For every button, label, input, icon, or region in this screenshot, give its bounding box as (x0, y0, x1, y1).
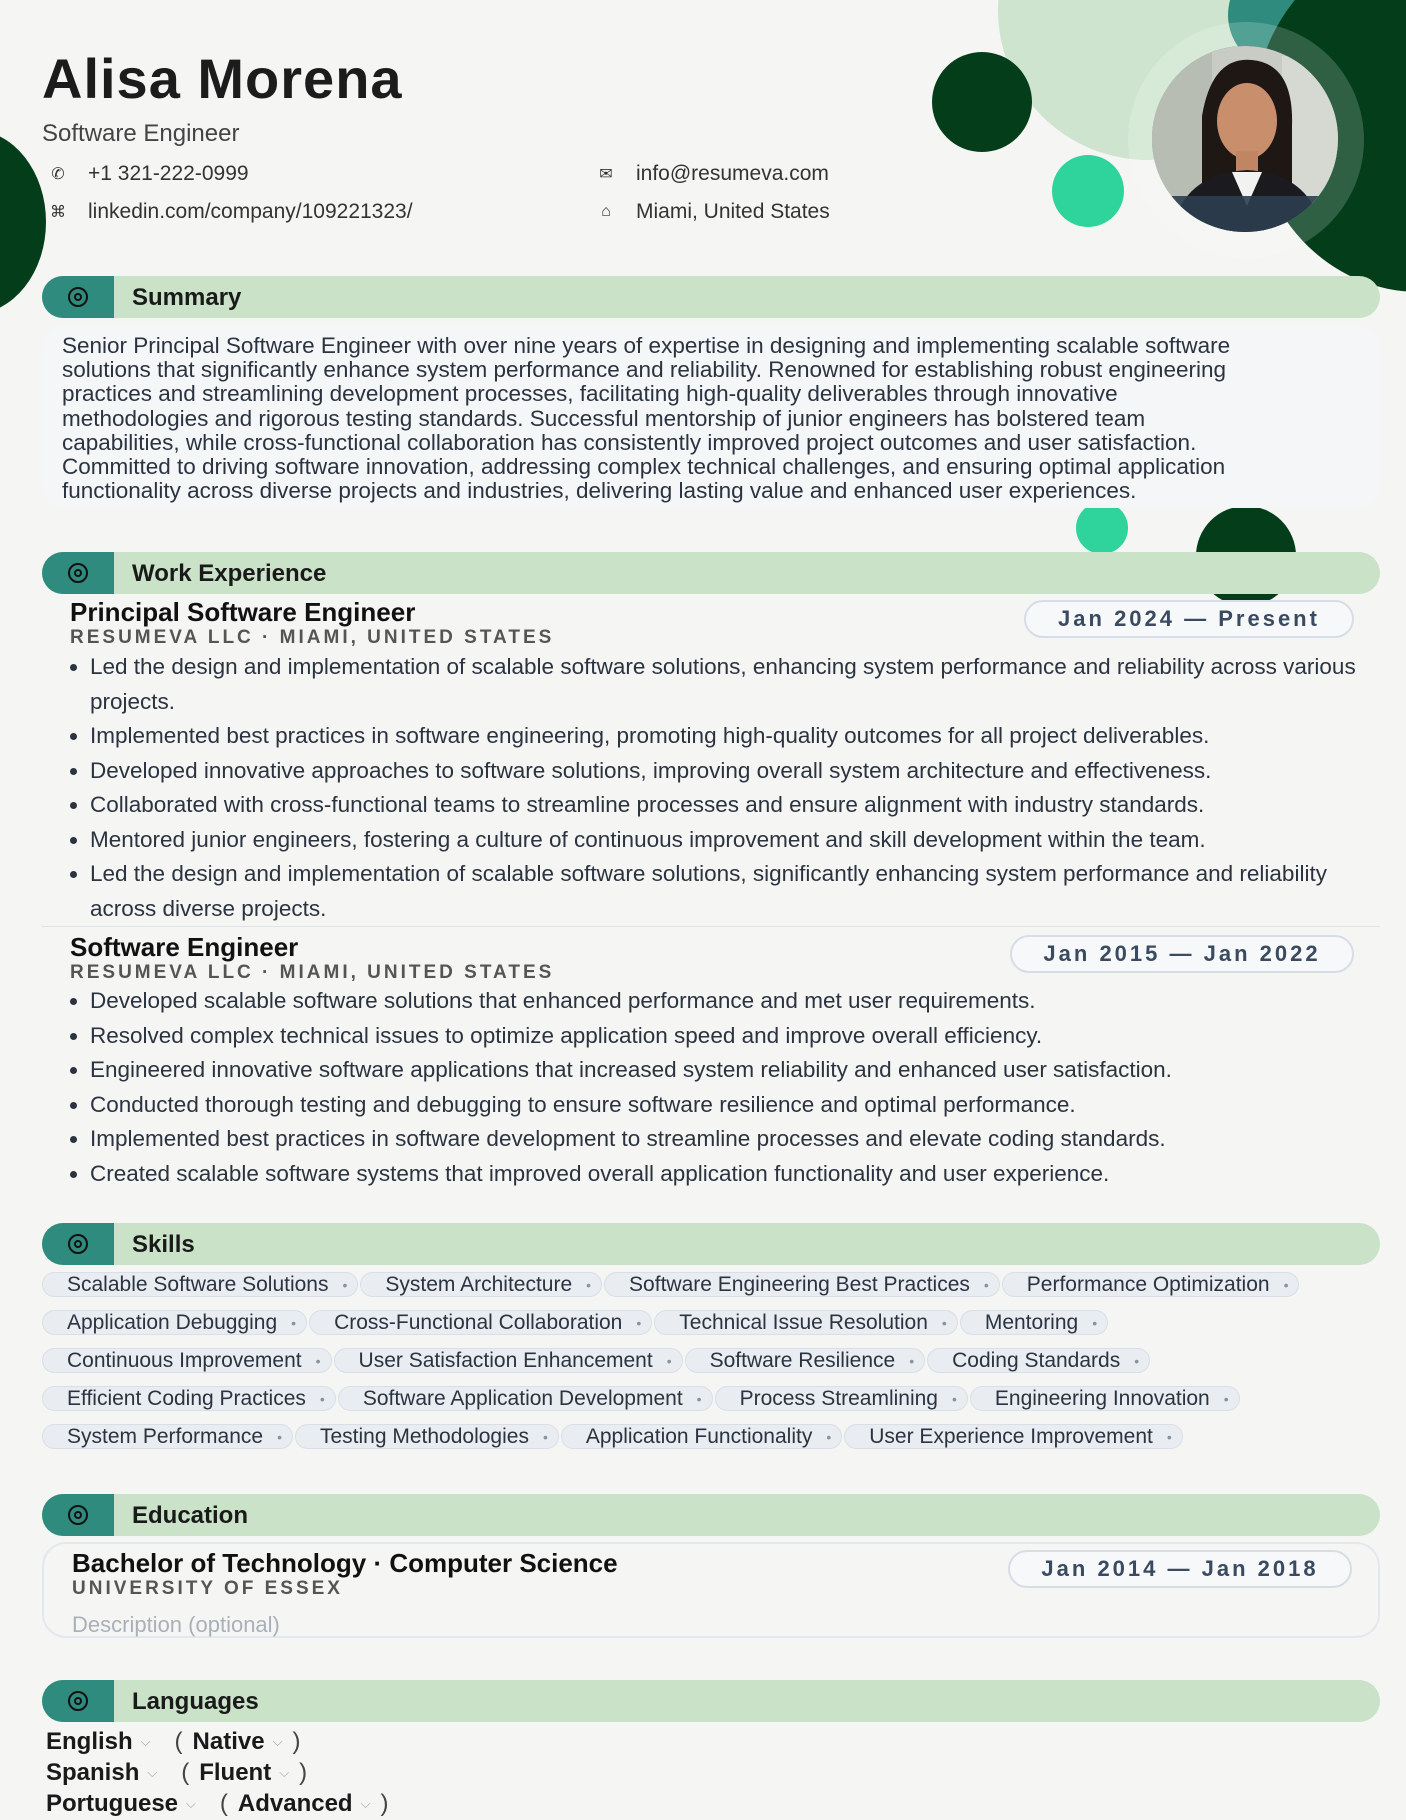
dot-icon: • (291, 1314, 297, 1331)
skill-label: Engineering Innovation (994, 1386, 1210, 1410)
target-icon (42, 276, 114, 318)
email-text: info@resumeva.com (636, 162, 829, 185)
skill-chip[interactable] (295, 1424, 559, 1449)
skill-chip[interactable] (309, 1310, 652, 1335)
summary-text[interactable] (42, 326, 1380, 508)
chevron-down-icon[interactable]: ⌵ (147, 1765, 158, 1780)
candidate-name: Alisa Morena (42, 47, 403, 110)
chevron-down-icon[interactable]: ⌵ (186, 1796, 196, 1811)
section-education-header (42, 1494, 1380, 1536)
mail-icon: ✉ (599, 166, 613, 183)
phone-text: +1 321-222-0999 (88, 162, 249, 185)
skill-chip[interactable] (844, 1424, 1183, 1449)
skill-chip[interactable] (561, 1424, 842, 1449)
bullet-item: • Developed innovative approaches to software solutions, improving overall system architecture and effectiveness. (90, 754, 1380, 789)
job-date-pill[interactable]: Jan 2015 — Jan 2022 (1010, 935, 1354, 973)
decor-circle-mint (1052, 155, 1124, 227)
bullet-item: • Led the design and implementation of scalable software solutions, enhancing system performance and reliability across various projects. (90, 650, 1380, 719)
skill-label: System Architecture (385, 1272, 573, 1296)
skill-chip[interactable] (1002, 1272, 1300, 1297)
skill-chip[interactable] (654, 1310, 958, 1335)
job-title[interactable]: Principal Software Engineer (70, 597, 416, 627)
paren-open: ( (174, 1728, 183, 1755)
language-name[interactable]: Spanish (46, 1759, 140, 1786)
bullet-item: • Mentored junior engineers, fostering a culture of continuous improvement and skill development within the team. (90, 823, 1380, 858)
skill-chip[interactable] (927, 1348, 1150, 1373)
contact-linkedin[interactable] (44, 200, 413, 224)
chevron-down-icon[interactable]: ⌵ (272, 1734, 283, 1749)
avatar[interactable] (1152, 46, 1338, 232)
skill-chip[interactable] (604, 1272, 1000, 1297)
skill-chip[interactable] (42, 1386, 336, 1411)
dot-icon: • (636, 1314, 642, 1331)
section-skills-header (42, 1223, 1380, 1265)
language-level[interactable]: Native (192, 1728, 265, 1755)
section-title: Work Experience (132, 560, 327, 587)
paren-close: ) (380, 1790, 389, 1817)
summary-line: capabilities, while cross-functional collaboration has consistently improved project outcomes and user satisfaction. (62, 429, 1197, 455)
section-title: Summary (132, 284, 242, 311)
link-icon: ⌘ (50, 204, 66, 221)
divider (42, 926, 1380, 927)
decor-circle-dark-left (0, 130, 46, 314)
skill-label: Process Streamlining (739, 1386, 938, 1410)
chevron-down-icon[interactable]: ⌵ (360, 1796, 371, 1811)
target-icon (42, 1680, 114, 1722)
target-icon (42, 1223, 114, 1265)
section-title: Languages (132, 1688, 259, 1715)
avatar-portrait-icon (1152, 46, 1338, 232)
skill-chip[interactable] (334, 1348, 683, 1373)
job-bullets (66, 650, 1380, 926)
education-description-placeholder[interactable]: Description (optional) (72, 1612, 280, 1637)
skill-chip[interactable] (338, 1386, 713, 1411)
phone-icon: ✆ (51, 166, 65, 183)
skills-list (42, 1272, 1362, 1462)
skill-label: Testing Methodologies (319, 1424, 529, 1448)
dot-icon: • (666, 1352, 672, 1369)
summary-line: solutions that significantly enhance system performance and reliability. Renowned for establishing robust engineering (62, 357, 1226, 383)
contact-location[interactable] (592, 200, 830, 224)
dot-icon: • (315, 1352, 321, 1369)
skill-label: Software Application Development (362, 1386, 683, 1410)
dot-icon: • (952, 1390, 957, 1407)
degree-title[interactable]: Bachelor of Technology · Computer Science (72, 1548, 618, 1578)
skill-row (42, 1348, 1362, 1373)
bullet-item: • Developed scalable software solutions that enhanced performance and met user requirements. (90, 984, 1380, 1019)
skill-row (42, 1424, 1362, 1449)
bullet-item: • Resolved complex technical issues to optimize application speed and improve overall efficiency. (90, 1019, 1380, 1054)
skill-chip[interactable] (685, 1348, 926, 1373)
contact-phone[interactable] (44, 162, 249, 186)
dot-icon: • (319, 1390, 325, 1407)
dot-icon: • (277, 1428, 282, 1445)
dot-icon: • (1283, 1276, 1289, 1293)
bullet-item: • Led the design and implementation of scalable software solutions, significantly enhancing system performance and reliability across diverse projects. (90, 857, 1380, 926)
section-work-header (42, 552, 1380, 594)
language-name[interactable]: Portuguese (46, 1790, 179, 1817)
paren-close: ) (299, 1759, 308, 1786)
job-date-pill[interactable]: Jan 2024 — Present (1024, 600, 1354, 638)
section-title: Skills (132, 1231, 195, 1258)
skill-chip[interactable] (970, 1386, 1240, 1411)
chevron-down-icon[interactable]: ⌵ (140, 1734, 151, 1749)
paren-close: ) (292, 1728, 301, 1755)
skill-chip[interactable] (360, 1272, 602, 1297)
dot-icon: • (1166, 1428, 1172, 1445)
skill-chip[interactable] (42, 1310, 307, 1335)
paren-open: ( (181, 1759, 190, 1786)
skill-chip[interactable] (42, 1272, 358, 1297)
skill-label: Software Resilience (709, 1348, 896, 1372)
job-title[interactable]: Software Engineer (70, 932, 299, 962)
skill-chip[interactable] (960, 1310, 1108, 1335)
skill-label: Efficient Coding Practices (67, 1386, 306, 1410)
bullet-item: • Collaborated with cross-functional teams to streamline processes and ensure alignment with industry standards. (90, 788, 1380, 823)
target-icon (42, 552, 114, 594)
language-item[interactable] (46, 1759, 317, 1787)
education-date-pill[interactable]: Jan 2014 — Jan 2018 (1008, 1550, 1352, 1588)
section-summary-header (42, 276, 1380, 318)
bullet-item: • Engineered innovative software applications that increased system reliability and enhanced user satisfaction. (90, 1053, 1380, 1088)
dot-icon: • (941, 1314, 947, 1331)
decor-circle-dark-mid (932, 52, 1032, 152)
job-bullets (66, 984, 1380, 1191)
skill-row (42, 1272, 1362, 1297)
decor-circle-mint-small (1076, 502, 1128, 554)
dot-icon: • (342, 1276, 348, 1293)
dot-icon: • (1134, 1352, 1140, 1369)
candidate-role: Software Engineer (42, 120, 240, 147)
section-title: Education (132, 1502, 249, 1529)
skill-label: Software Engineering Best Practices (629, 1272, 970, 1296)
skill-chip[interactable] (42, 1348, 332, 1373)
skill-label: User Satisfaction Enhancement (358, 1348, 653, 1372)
dot-icon: • (1092, 1314, 1098, 1331)
summary-line: methodologies and rigorous testing standards. Successful mentorship of junior engineers has bolstered team (62, 405, 1146, 431)
skill-row (42, 1386, 1362, 1411)
skill-label: Application Functionality (585, 1424, 813, 1448)
skill-label: Continuous Improvement (67, 1348, 302, 1372)
section-languages-header (42, 1680, 1380, 1722)
skill-label: Application Debugging (67, 1310, 278, 1334)
linkedin-text: linkedin.com/company/109221323/ (88, 200, 413, 223)
summary-line: functionality across diverse projects and industries, delivering lasting value and enhanced user experiences. (62, 478, 1137, 504)
skill-label: User Experience Improvement (869, 1424, 1153, 1448)
summary-line: Committed to driving software innovation, addressing complex technical challenges, and ensuring optimal application (62, 454, 1226, 480)
summary-line: practices and streamlining development processes, facilitating high-quality deliverables through innovative (62, 381, 1118, 407)
skill-label: System Performance (67, 1424, 264, 1448)
skill-label: Mentoring (984, 1310, 1079, 1334)
dot-icon: • (1223, 1390, 1229, 1407)
home-icon: ⌂ (601, 203, 611, 220)
summary-line: Senior Principal Software Engineer with over nine years of expertise in designing and implementing scalable software (62, 333, 1231, 358)
dot-icon: • (983, 1276, 989, 1293)
skill-label: Technical Issue Resolution (679, 1310, 928, 1334)
dot-icon: • (586, 1276, 592, 1293)
bullet-item: • Conducted thorough testing and debugging to ensure software resilience and optimal performance. (90, 1088, 1380, 1123)
skill-chip[interactable] (42, 1424, 293, 1449)
language-item[interactable] (46, 1790, 398, 1818)
skill-row (42, 1310, 1362, 1335)
school-name: UNIVERSITY OF ESSEX (72, 1578, 343, 1599)
language-level[interactable]: Fluent (199, 1759, 272, 1786)
bullet-item: • Implemented best practices in software engineering, promoting high-quality outcomes for all project deliverables. (90, 719, 1380, 754)
language-name[interactable]: English (46, 1728, 133, 1755)
language-level[interactable]: Advanced (237, 1790, 353, 1817)
dot-icon: • (696, 1390, 702, 1407)
contact-email[interactable] (592, 162, 829, 186)
skill-label: Performance Optimization (1026, 1272, 1270, 1296)
skill-chip[interactable] (715, 1386, 968, 1411)
bullet-item: • Created scalable software systems that improved overall application functionality and user experience. (90, 1157, 1380, 1192)
skill-label: Coding Standards (952, 1348, 1121, 1372)
chevron-down-icon[interactable]: ⌵ (279, 1765, 290, 1780)
paren-open: ( (219, 1790, 228, 1817)
target-icon (42, 1494, 114, 1536)
skill-label: Cross-Functional Collaboration (334, 1310, 623, 1334)
location-text: Miami, United States (636, 200, 830, 223)
bullet-item: • Implemented best practices in software development to streamline processes and elevate coding standards. (90, 1122, 1380, 1157)
skill-label: Scalable Software Solutions (67, 1272, 329, 1296)
job-company: RESUMEVA LLC · MIAMI, UNITED STATES (70, 627, 555, 648)
dot-icon: • (542, 1428, 548, 1445)
dot-icon: • (826, 1428, 832, 1445)
dot-icon: • (909, 1352, 915, 1369)
job-company: RESUMEVA LLC · MIAMI, UNITED STATES (70, 962, 555, 983)
language-item[interactable] (46, 1728, 310, 1756)
